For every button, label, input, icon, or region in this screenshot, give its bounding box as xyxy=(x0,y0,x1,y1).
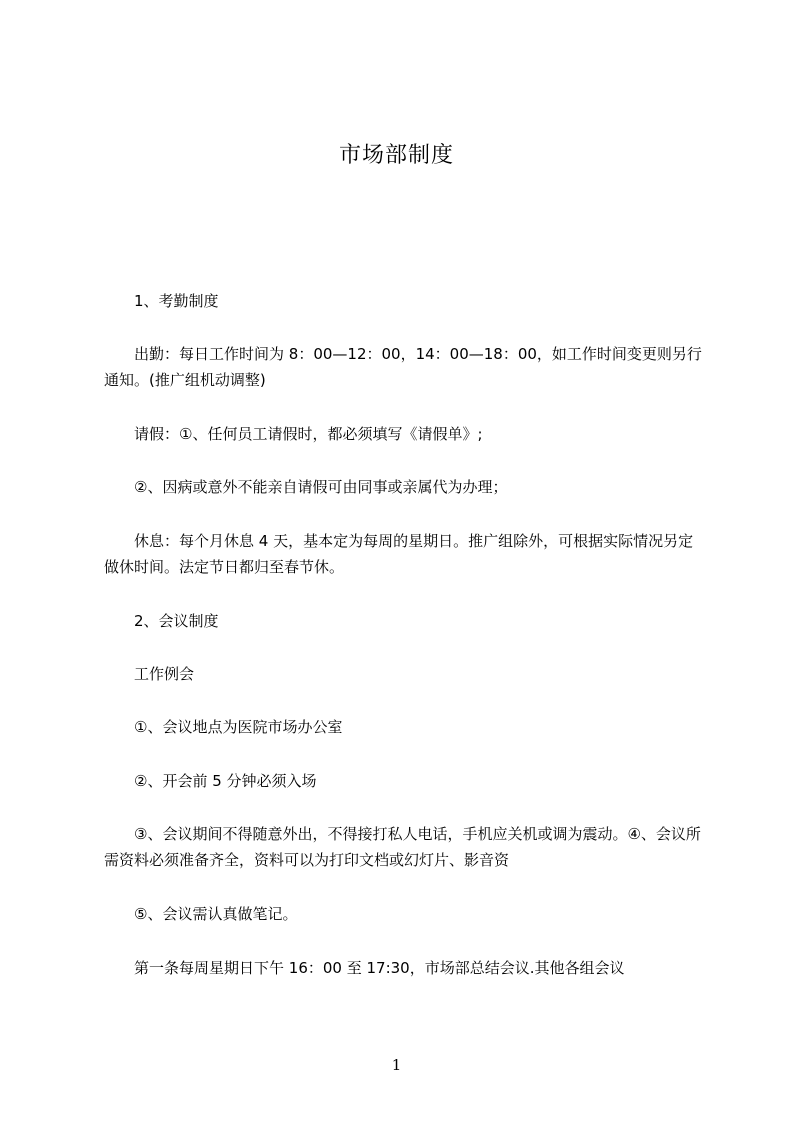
paragraph-meeting-location: ①、会议地点为医院市场办公室 xyxy=(134,718,343,736)
paragraph-meeting-arrival: ②、开会前 5 分钟必须入场 xyxy=(134,772,317,790)
paragraph-meeting-conduct: ③、会议期间不得随意外出，不得接打私人电话，手机应关机或调为震动。④、会议所需资料必须准备齐全，资料可以为打印文档或幻灯片、影音资 xyxy=(104,825,701,869)
paragraph-weekly-summary-meeting: 第一条每周星期日下午 16：00 至 17:30，市场部总结会议.其他各组会议 xyxy=(134,959,625,977)
document-title: 市场部制度 xyxy=(338,143,454,168)
page-number: 1 xyxy=(391,1056,402,1074)
paragraph-leave-request: 请假：①、任何员工请假时，都必须填写《请假单》; xyxy=(134,425,483,443)
paragraph-meeting-notes: ⑤、会议需认真做笔记。 xyxy=(134,905,298,923)
paragraph-leave-by-proxy: ②、因病或意外不能亲自请假可由同事或亲属代为办理； xyxy=(134,478,508,496)
paragraph-work-meeting: 工作例会 xyxy=(134,665,195,683)
paragraph-work-hours: 出勤：每日工作时间为 8：00—12：00，14：00—18：00，如工作时间变更则另行通知。(推广组机动调整) xyxy=(104,345,702,389)
paragraph-rest-days: 休息：每个月休息 4 天，基本定为每周的星期日。推广组除外，可根据实际情况另定做休时间。法定节日都归至春节休。 xyxy=(104,532,694,576)
section-heading-meetings: 2、会议制度 xyxy=(134,612,219,630)
section-heading-attendance: 1、考勤制度 xyxy=(134,292,219,310)
